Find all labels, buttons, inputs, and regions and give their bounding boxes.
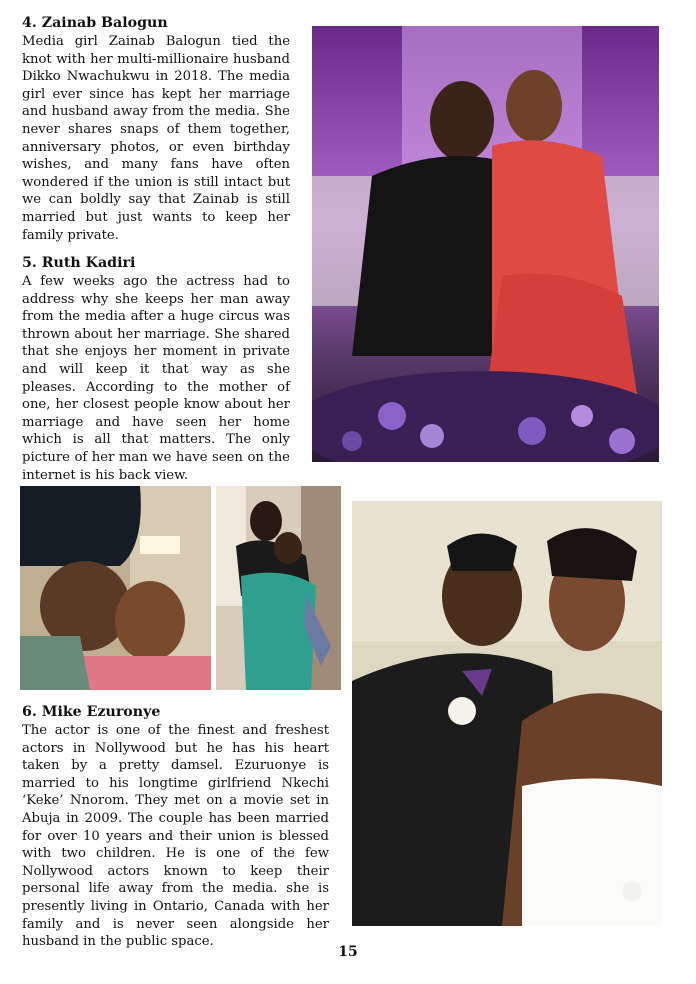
page-number: 15 xyxy=(338,944,358,960)
section-heading: 6. Mike Ezuronye xyxy=(22,704,161,720)
section-mike-ezuronye xyxy=(22,703,329,951)
photo-ruth-piggyback xyxy=(216,486,341,690)
section-body: The actor is one of the finest and freshest actors in Nollywood but he has his heart taken by a pretty damsel. Ezuruonye is married to his longtime girlfriend Nkechi ‘Keke’ Nnorom. They met on a movie set in Abuja in 2009. The couple has been married for over 10 years and their union is blessed with two children. He is one of the few Nollywood actors known to keep their personal life away from the media. she is presently living in Ontario, Canada with her family and is never seen alongside her husband in the public space. xyxy=(22,723,329,950)
section-ruth-kadiri xyxy=(22,254,290,484)
section-heading: 5. Ruth Kadiri xyxy=(22,255,136,271)
section-zainab-balogun xyxy=(22,14,290,244)
photo-ruth-kiss xyxy=(20,486,211,690)
photo-mike-wedding xyxy=(352,501,662,926)
photo-zainab-couple xyxy=(312,26,659,462)
section-body: A few weeks ago the actress had to address why she keeps her man away from the media after a huge circus was thrown about her marriage. She shared that she enjoys her moment in private and will keep it that way as she pleases. According to the mother of one, her closest people know about her marriage and have seen her home which is all that matters. The only picture of her man we have seen on the internet is his back view. xyxy=(22,274,290,483)
section-heading: 4. Zainab Balogun xyxy=(22,15,168,31)
section-body: Media girl Zainab Balogun tied the knot with her multi-millionaire husband Dikko Nwachukwu in 2018. The media girl ever since has kept her marriage and husband away from the media. She never shares snaps of them together, anniversary photos, or even birthday wishes, and many fans have often wondered if the union is still intact but we can boldly say that Zainab is still married but just wants to keep her family private. xyxy=(22,34,290,243)
